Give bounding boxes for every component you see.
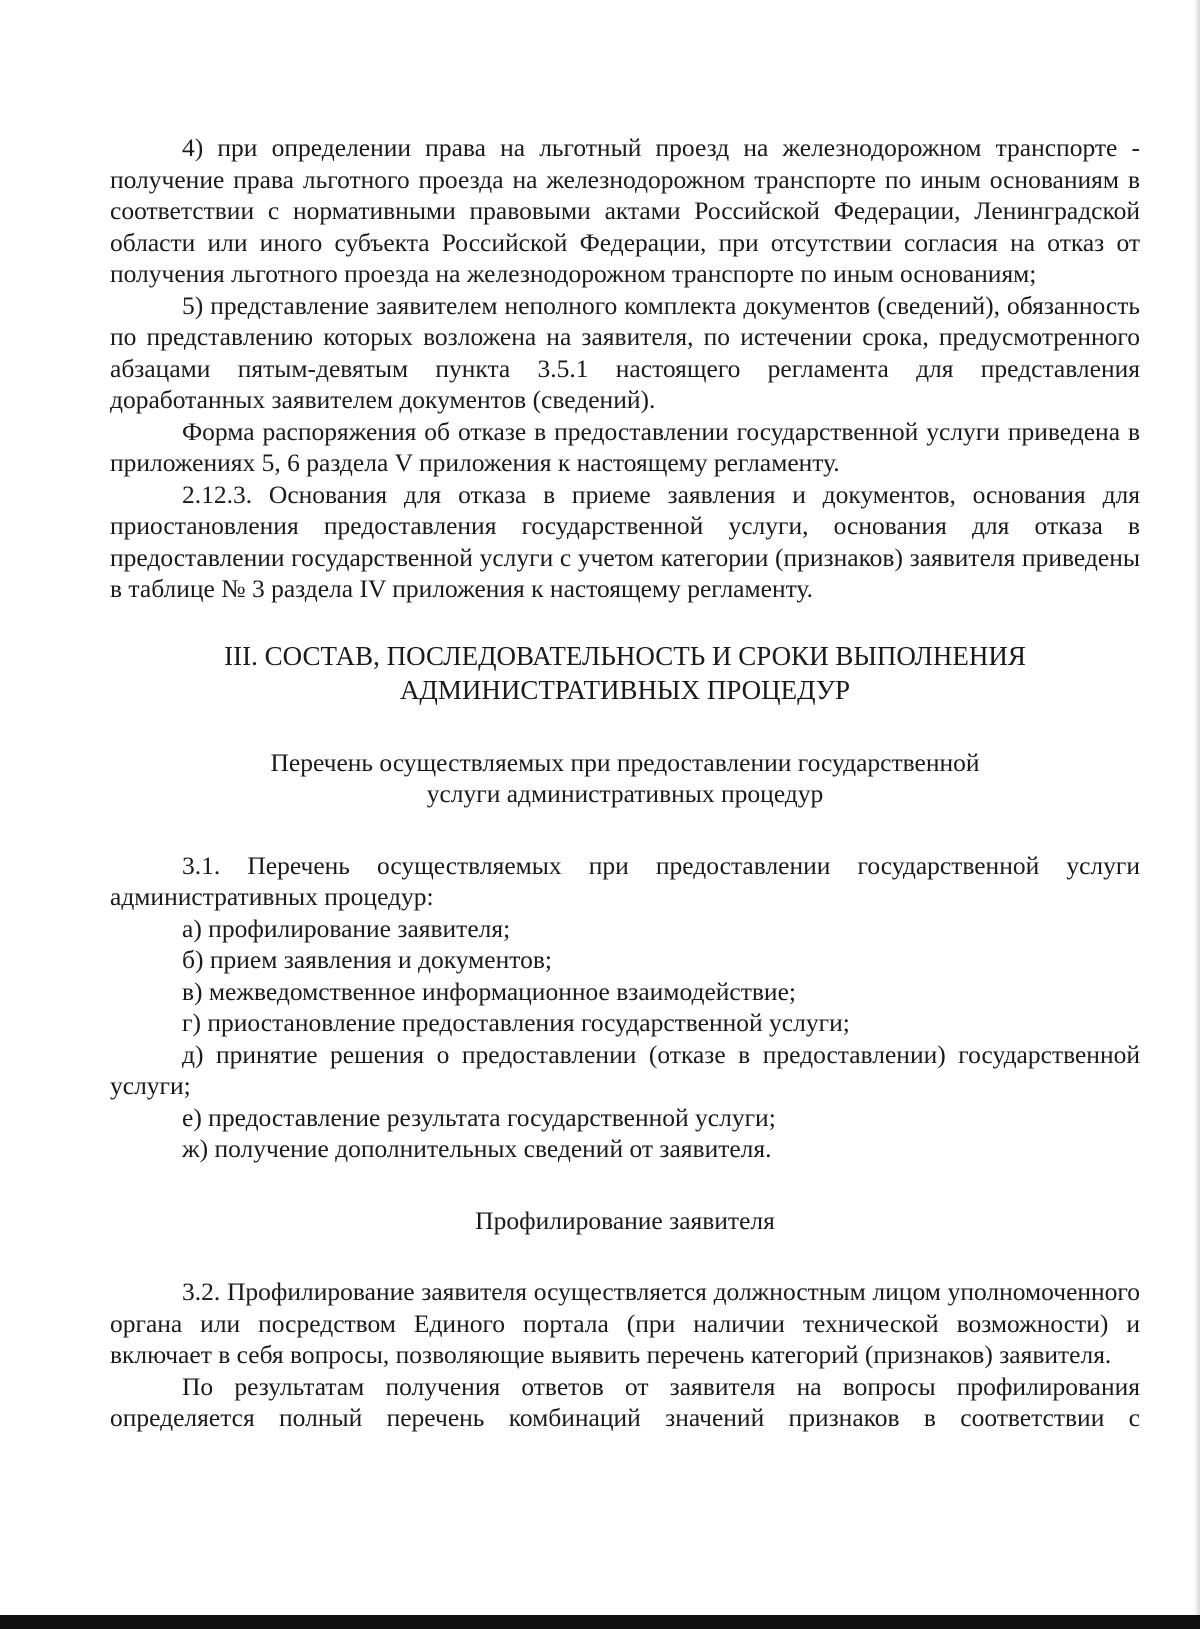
paragraph-refusal-form: Форма распоряжения об отказе в предоставлении государственной услуги приведена в приложениях 5, 6 раздела V приложения к настоящему регламенту.: [110, 416, 1140, 477]
subsection-title-line-1: Перечень осуществляемых при предоставлении государственной: [270, 747, 980, 777]
paragraph-profiling-results: По результатам получения ответов от заявителя на вопросы профилирования определяется полный перечень комбинаций значений признаков в соответствии с: [110, 1371, 1140, 1432]
paragraph-item-5: 5) представление заявителем неполного комплекта документов (сведений), обязанность по представлению которых возложена на заявителя, по истечении срока, предусмотренного абзацами пятым-девятым пункта 3.5.1 настоящего регламента для представления доработанных заявителем документов (сведений).: [110, 290, 1140, 414]
list-item: в) межведомственное информационное взаимодействие;: [182, 976, 796, 1006]
list-item: ж) получение дополнительных сведений от заявителя.: [182, 1134, 772, 1163]
list-item: е) предоставление результата государственной услуги;: [182, 1102, 776, 1132]
subsection-title-profiling: Профилирование заявителя: [475, 1205, 775, 1235]
section-title-line-2: АДМИНИСТРАТИВНЫХ ПРОЦЕДУР: [399, 674, 851, 705]
paragraph-item-4: 4) при определении права на льготный проезд на железнодорожном транспорте - получение права льготного проезда на железнодорожном транспорте по иным основаниям в соответствии с нормативными правовыми актами Российской Федерации, Ленинградской области или иного субъекта Российской Федерации, при отсутствии согласия на отказ от получения льготного проезда на железнодорожном транспорте по иным основаниям;: [110, 133, 1140, 288]
document-page: [110, 132, 1140, 1434]
section-title-line-1: III. СОСТАВ, ПОСЛЕДОВАТЕЛЬНОСТЬ И СРОКИ ВЫПОЛНЕНИЯ: [224, 640, 1026, 671]
subsection-title-line-2: услуги административных процедур: [426, 779, 824, 808]
paragraph-3-2: 3.2. Профилирование заявителя осуществляется должностным лицом уполномоченного органа или посредством Единого портала (при наличии технической возможности) и включает в себя вопросы, позволяющие выявить перечень категорий (признаков) заявителя.: [110, 1277, 1140, 1369]
scan-edge-shadow: [1194, 0, 1200, 1629]
list-item: г) приостановление предоставления государственной услуги;: [182, 1008, 850, 1037]
scan-bottom-border: [0, 1615, 1200, 1629]
paragraph-2-12-3: 2.12.3. Основания для отказа в приеме заявления и документов, основания для приостановления предоставления государственной услуги, основания для отказа в предоставлении государственной услуги с учетом категории (признаков) заявителя приведены в таблице № 3 раздела IV приложения к настоящему регламенту.: [110, 479, 1140, 603]
list-item: д) принятие решения о предоставлении (отказе в предоставлении) государственной услуги;: [110, 1039, 1140, 1100]
list-item: а) профилирование заявителя;: [182, 913, 511, 943]
list-intro: 3.1. Перечень осуществляемых при предоставлении государственной услуги административных процедур:: [110, 850, 1140, 911]
list-item: б) прием заявления и документов;: [182, 945, 552, 974]
